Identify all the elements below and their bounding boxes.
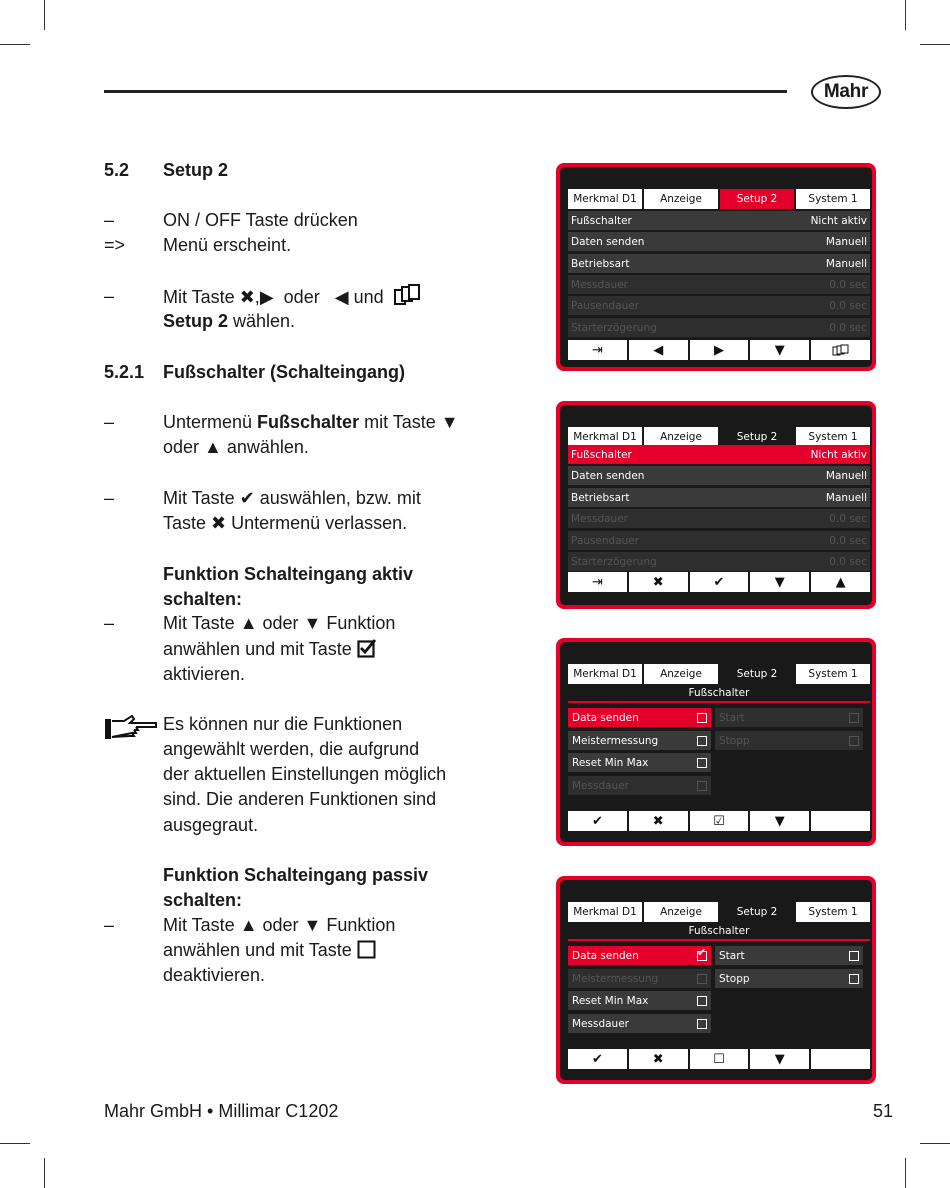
checkbox-checked-icon: ☑ [713, 813, 725, 829]
row-value: 0.0 sec [829, 278, 867, 291]
option-label: Start [719, 711, 745, 724]
submenu-title: Fußschalter [568, 684, 870, 703]
crop-mark [905, 0, 906, 30]
down-button[interactable] [750, 572, 809, 592]
crop-mark [44, 0, 45, 30]
menu-row[interactable] [568, 254, 870, 273]
row-label: Pausendauer [571, 299, 640, 312]
down-button[interactable] [750, 340, 809, 360]
row-value: Manuell [825, 235, 867, 248]
step-text-part: anwählen und mit Taste [163, 940, 352, 960]
up-arrow-icon: ▲ [835, 574, 846, 590]
confirm-button[interactable] [568, 811, 627, 831]
row-value: Nicht aktiv [810, 448, 867, 461]
option-label: Reset Min Max [572, 994, 649, 1007]
option-label: Meistermessung [572, 734, 659, 747]
list-dash: – [104, 286, 115, 306]
option-messdauer[interactable] [568, 1014, 711, 1033]
option-label: Data senden [572, 949, 639, 962]
note-text: der aktuellen Einstellungen möglich [163, 764, 447, 784]
row-value: 0.0 sec [829, 512, 867, 525]
tab-anzeige[interactable]: Anzeige [644, 427, 718, 447]
step-text: Mit Taste ✖,▶ oder ◀ und [163, 284, 421, 310]
empty-button[interactable] [811, 811, 870, 831]
checkbox [849, 713, 859, 723]
exit-icon: ⇥ [591, 342, 603, 358]
step-text [163, 410, 459, 435]
right-arrow-icon: ▶ [259, 287, 274, 307]
menu-row [568, 296, 870, 315]
crop-mark [0, 44, 30, 45]
softkey-bar [568, 340, 870, 360]
step-text-part: anwählen und mit Taste [163, 639, 352, 659]
pages-icon [393, 284, 421, 306]
checkbox [697, 974, 707, 984]
tab-setup2[interactable]: Setup 2 [720, 427, 794, 447]
tab-system[interactable]: System 1 [796, 664, 870, 684]
row-label: Betriebsart [571, 491, 630, 504]
tab-bar [568, 664, 870, 684]
option-meistermessung[interactable] [568, 731, 711, 750]
close-icon: ✖ [239, 287, 255, 307]
logo-text: Mahr [823, 81, 869, 102]
confirm-button[interactable] [568, 1049, 627, 1069]
check-icon: ✔ [591, 813, 603, 829]
option-label: Start [719, 949, 745, 962]
down-button[interactable] [750, 1049, 809, 1069]
close-icon: ✖ [652, 1051, 664, 1067]
row-label: Betriebsart [571, 257, 630, 270]
row-label: Starterzögerung [571, 555, 657, 568]
menu-row[interactable] [568, 445, 870, 464]
empty-button[interactable] [811, 1049, 870, 1069]
exit-icon: ⇥ [591, 574, 603, 590]
menu-row[interactable] [568, 488, 870, 507]
row-label: Fußschalter [571, 448, 632, 461]
checkbox[interactable] [697, 758, 707, 768]
step-text-part: wählen. [228, 311, 296, 331]
tab-setup2[interactable]: Setup 2 [720, 664, 794, 684]
menu-row [568, 552, 870, 571]
option-reset[interactable] [568, 753, 711, 772]
note-text: ausgegraut. [163, 815, 259, 835]
row-value: 0.0 sec [829, 321, 867, 334]
down-button[interactable] [750, 811, 809, 831]
row-label: Messdauer [571, 278, 628, 291]
step-text: Mit Taste ▲ oder ▼ Funktion [163, 915, 396, 935]
down-arrow-icon: ▼ [774, 574, 785, 590]
step-text [163, 938, 377, 963]
option-messdauer [568, 776, 711, 795]
softkey-bar [568, 572, 870, 592]
step-text [163, 637, 377, 662]
section-number: 5.2 [104, 160, 130, 180]
option-label: Stopp [719, 734, 750, 747]
row-label: Fußschalter [571, 214, 632, 227]
left-arrow-icon: ◀ [334, 287, 349, 307]
device-screen-footswitch-selected [556, 401, 876, 609]
step-text: deaktivieren. [163, 965, 266, 985]
function-heading: Funktion Schalteingang passiv [163, 865, 429, 885]
activate-button[interactable] [690, 811, 749, 831]
tab-system[interactable]: System 1 [796, 427, 870, 447]
tab-system[interactable]: System 1 [796, 189, 870, 209]
note-text: angewählt werden, die aufgrund [163, 739, 420, 759]
softkey-bar [568, 811, 870, 831]
option-stopp[interactable] [715, 969, 863, 988]
step-text: aktivieren. [163, 664, 246, 684]
list-dash: – [104, 915, 115, 935]
function-heading: schalten: [163, 589, 243, 609]
right-arrow-icon: ▶ [713, 342, 724, 358]
tab-bar [568, 427, 870, 447]
tab-anzeige[interactable]: Anzeige [644, 902, 718, 922]
list-dash: – [104, 210, 115, 230]
cancel-button[interactable] [629, 811, 688, 831]
checkbox-empty-icon [357, 939, 377, 959]
menu-row [568, 509, 870, 528]
down-arrow-icon: ▼ [774, 1051, 785, 1067]
step-text-part: Mit Taste [163, 287, 240, 307]
row-label: Messdauer [571, 512, 628, 525]
close-icon: ✖ [652, 574, 664, 590]
list-dash: – [104, 412, 115, 432]
confirm-button[interactable] [690, 572, 749, 592]
note-text: Es können nur die Funktionen [163, 714, 403, 734]
mahr-logo [811, 75, 881, 109]
checkbox[interactable] [697, 1019, 707, 1029]
menu-row[interactable] [568, 232, 870, 251]
option-label: Stopp [719, 972, 750, 985]
row-value: Manuell [825, 491, 867, 504]
step-text: Taste ✖ Untermenü verlassen. [163, 513, 408, 533]
checkbox[interactable] [849, 974, 859, 984]
row-label: Starterzögerung [571, 321, 657, 334]
step-text: Mit Taste ▲ oder ▼ Funktion [163, 613, 396, 633]
header-rule [104, 90, 787, 93]
tab-bar [568, 189, 870, 209]
option-label: Messdauer [572, 779, 629, 792]
tab-merkmal[interactable]: Merkmal D1 [568, 902, 642, 922]
right-button[interactable] [690, 340, 749, 360]
check-icon: ✔ [713, 574, 725, 590]
row-value: Manuell [825, 469, 867, 482]
pages-icon [832, 344, 850, 356]
close-icon: ✖ [652, 813, 664, 829]
submenu-title: Fußschalter [568, 922, 870, 941]
cancel-button[interactable] [629, 1049, 688, 1069]
crop-mark [920, 1143, 950, 1144]
tab-merkmal[interactable]: Merkmal D1 [568, 427, 642, 447]
list-dash: – [104, 488, 115, 508]
menu-row[interactable] [568, 211, 870, 230]
exit-button[interactable] [568, 572, 627, 592]
row-value: 0.0 sec [829, 534, 867, 547]
option-data-senden[interactable] [568, 708, 711, 727]
left-button[interactable] [629, 340, 688, 360]
checkbox[interactable] [697, 713, 707, 723]
section-title: Setup 2 [163, 160, 229, 180]
deactivate-button[interactable] [690, 1049, 749, 1069]
row-value: Nicht aktiv [810, 214, 867, 227]
step-text: ON / OFF Taste drücken [163, 210, 358, 230]
row-label: Daten senden [571, 235, 645, 248]
note-text: sind. Die anderen Funktionen sind [163, 789, 437, 809]
option-start [715, 708, 863, 727]
checkbox-empty-icon: ☐ [713, 1051, 725, 1067]
checkbox-checked[interactable] [697, 951, 707, 961]
step-text: Mit Taste ✔ auswählen, bzw. mit [163, 488, 421, 508]
option-reset[interactable] [568, 991, 711, 1010]
down-arrow-icon: ▼ [774, 813, 785, 829]
tab-system[interactable]: System 1 [796, 902, 870, 922]
left-arrow-icon: ◀ [653, 342, 664, 358]
checkbox [849, 736, 859, 746]
tab-anzeige[interactable]: Anzeige [644, 189, 718, 209]
checkbox[interactable] [849, 951, 859, 961]
subsection-number: 5.2.1 [104, 362, 145, 382]
checkbox[interactable] [697, 736, 707, 746]
list-arrow: => [104, 235, 126, 255]
row-value: Manuell [825, 257, 867, 270]
option-stopp [715, 731, 863, 750]
step-text: Menü erscheint. [163, 235, 292, 255]
row-value: 0.0 sec [829, 555, 867, 568]
option-meistermessung [568, 969, 711, 988]
tab-setup2[interactable]: Setup 2 [720, 189, 794, 209]
function-heading: schalten: [163, 890, 243, 910]
cancel-button[interactable] [629, 572, 688, 592]
check-icon: ✔ [591, 1051, 603, 1067]
checkbox [697, 781, 707, 791]
footer-company: Mahr GmbH • Millimar C1202 [104, 1101, 339, 1121]
tab-anzeige[interactable]: Anzeige [644, 664, 718, 684]
option-label: Reset Min Max [572, 756, 649, 769]
function-heading: Funktion Schalteingang aktiv [163, 564, 414, 584]
exit-button[interactable] [568, 340, 627, 360]
step-text-part: und [353, 287, 384, 307]
row-label: Pausendauer [571, 534, 640, 547]
row-label: Daten senden [571, 469, 645, 482]
pages-button[interactable] [811, 340, 870, 360]
tab-merkmal[interactable]: Merkmal D1 [568, 664, 642, 684]
crop-mark [920, 44, 950, 45]
checkbox[interactable] [697, 996, 707, 1006]
step-text [163, 309, 295, 334]
down-arrow-icon: ▼ [774, 342, 785, 358]
subsection-title: Fußschalter (Schalteingang) [163, 362, 406, 382]
step-text-part: mit Taste ▼ [359, 412, 459, 432]
device-screen-footswitch-submenu [556, 638, 876, 846]
step-text-part: oder [283, 287, 320, 307]
menu-row [568, 531, 870, 550]
menu-row[interactable] [568, 466, 870, 485]
crop-mark [44, 1158, 45, 1188]
up-button[interactable] [811, 572, 870, 592]
tab-merkmal[interactable]: Merkmal D1 [568, 189, 642, 209]
menu-row [568, 275, 870, 294]
page-number: 51 [873, 1101, 894, 1121]
option-label: Meistermessung [572, 972, 659, 985]
step-bold: Setup 2 [163, 311, 229, 331]
option-start[interactable] [715, 946, 863, 965]
step-bold: Fußschalter [257, 412, 360, 432]
tab-bar [568, 902, 870, 922]
row-value: 0.0 sec [829, 299, 867, 312]
menu-row [568, 318, 870, 337]
step-text: oder ▲ anwählen. [163, 437, 309, 457]
crop-mark [905, 1158, 906, 1188]
crop-mark [0, 1143, 30, 1144]
option-label: Data senden [572, 711, 639, 724]
list-dash: – [104, 613, 115, 633]
step-text-part: Untermenü [163, 412, 258, 432]
checkbox-checked-icon [357, 638, 377, 658]
pointing-hand-icon [104, 713, 158, 741]
option-label: Messdauer [572, 1017, 629, 1030]
softkey-bar [568, 1049, 870, 1069]
device-screen-footswitch-active [556, 876, 876, 1084]
tab-setup2[interactable]: Setup 2 [720, 902, 794, 922]
option-data-senden[interactable] [568, 946, 711, 965]
device-screen-setup-menu [556, 163, 876, 371]
